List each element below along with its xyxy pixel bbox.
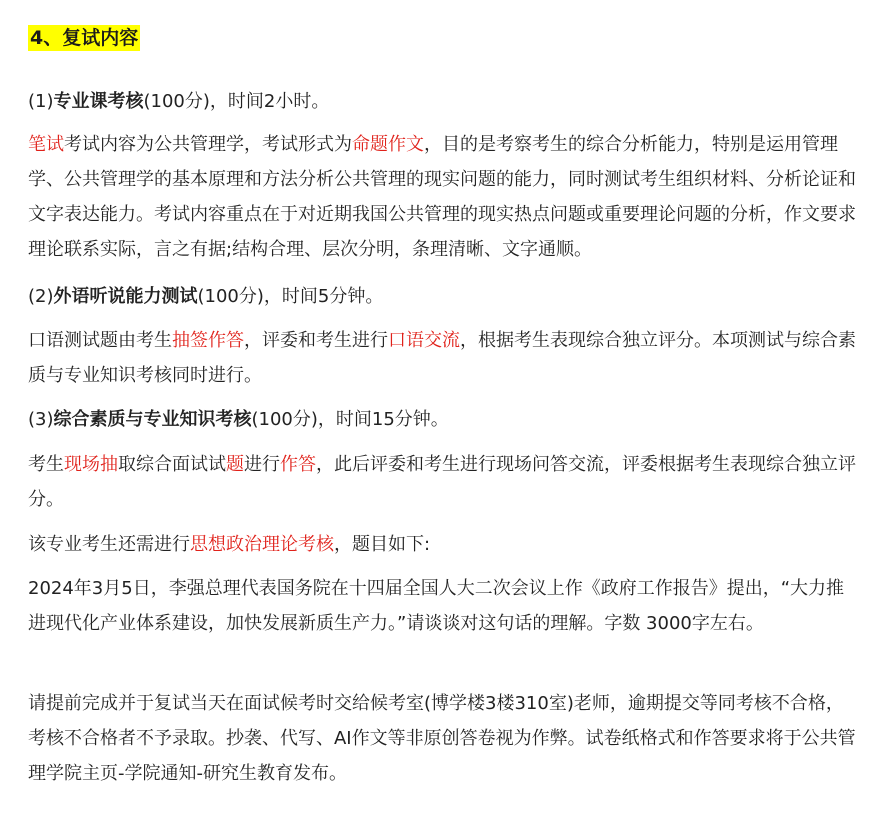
subsection-1-number: (1) (28, 91, 54, 112)
subsection-3-title-line (28, 402, 860, 437)
red-text-essay: 命题作文 (352, 134, 424, 155)
subsection-3-title: 综合素质与专业知识考核 (53, 409, 252, 430)
paragraph-text: ，评委和考生进行 (244, 330, 388, 351)
paragraph-text: ，此后评委和考生进行现场问答交流，评委根据考生表现综合独立评分。 (28, 454, 856, 510)
subsection-2-number: (2) (28, 286, 54, 307)
paragraph-text: 考试内容为公共管理学，考试形式为 (64, 134, 352, 155)
subsection-2-info: (100分)，时间5分钟。 (197, 286, 384, 307)
paragraph-politics (28, 527, 860, 562)
paragraph-text: 取综合面试试 (118, 454, 226, 475)
paragraph-interview (28, 447, 860, 517)
subsection-3-info: (100分)，时间15分钟。 (251, 409, 449, 430)
subsection-1-title: 专业课考核 (53, 91, 144, 112)
red-text-oral-exchange: 口语交流 (388, 330, 460, 351)
paragraph-oral-test (28, 323, 860, 393)
red-text-written-exam: 笔试 (28, 134, 64, 155)
paragraph-text: 考生 (28, 454, 64, 475)
section-heading-wrapper (28, 25, 140, 51)
subsection-2-title: 外语听说能力测试 (53, 286, 198, 307)
paragraph-submission: 请提前完成并于复试当天在面试候考时交给候考室(博学楼3楼310室)老师，逾期提交等同考核不合格，考核不合格者不予录取。抄袭、代写、AI作文等非原创答卷视为作弊。试卷纸格式和作答要求将于公共管理学院主页-学院通知-研究生教育发布。 (28, 693, 856, 784)
paragraph-written-exam (28, 127, 860, 267)
section-heading: 4、复试内容 (30, 27, 139, 49)
red-text-politics-exam: 思想政治理论考核 (190, 534, 334, 555)
paragraph-text: ，题目如下: (334, 534, 431, 555)
red-text-on-site-draw: 现场抽 (64, 454, 118, 475)
subsection-3-number: (3) (28, 409, 54, 430)
red-text-answer: 作答 (280, 454, 316, 475)
subsection-2-title-line (28, 279, 860, 314)
paragraph-essay-topic: 2024年3月5日，李强总理代表国务院在十四届全国人大二次会议上作《政府工作报告》提出，“大力推进现代化产业体系建设，加快发展新质生产力。”请谈谈对这句话的理解。字数 3000字左右。 (28, 578, 845, 634)
subsection-1-info: (100分)，时间2小时。 (143, 91, 330, 112)
paragraph-text: 该专业考生还需进行 (28, 534, 190, 555)
red-text-draw-lots: 抽签作答 (172, 330, 244, 351)
paragraph-text: ，目的是考察考生的综合分析能力，特别是运用管理学、公共管理学的基本原理和方法分析公共管理的现实问题的能力，同时测试考生组织材料、分析论证和文字表达能力。考试内容重点在于对近期我国公共管理的现实热点问题或重要理论问题的分析，作文要求理论联系实际，言之有据;结构合理、层次分明，条理清晰、文字通顺。 (28, 134, 856, 260)
red-text-question: 题 (226, 454, 244, 475)
subsection-1-title-line (28, 84, 860, 119)
paragraph-text: 口语测试题由考生 (28, 330, 172, 351)
paragraph-text: 进行 (244, 454, 280, 475)
paragraph-text: ，根据考生表现综合独立评分。本项测试与综合素质与专业知识考核同时进行。 (28, 330, 856, 386)
